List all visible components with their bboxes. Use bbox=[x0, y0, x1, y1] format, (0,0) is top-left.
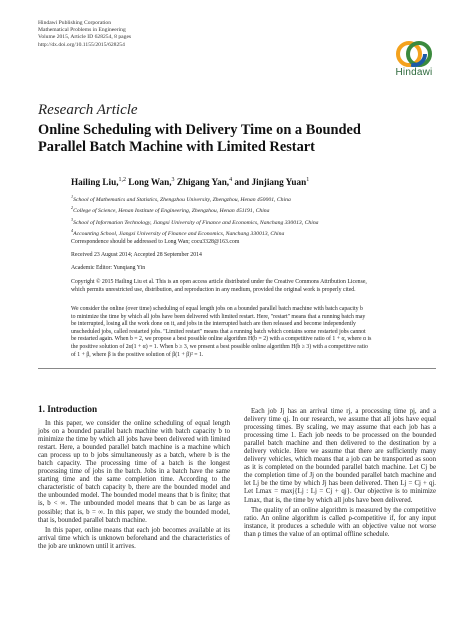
author-list bbox=[71, 177, 309, 187]
affiliation-text: School of Mathematics and Statistics, Zhengzhou University, Zhengzhou, Henan 450001, China bbox=[73, 196, 291, 203]
affiliation-sup: 1 bbox=[71, 194, 74, 199]
author-affil-sup: 4 bbox=[229, 177, 233, 183]
affiliation-text: Accounting School, Jiangxi University of Finance and Economics, Nanchang 330013, China bbox=[73, 231, 285, 238]
affiliation bbox=[71, 227, 451, 238]
affiliation-text: School of Information Technology, Jiangxi University of Finance and Economics, Nanchang 330013, China bbox=[73, 219, 319, 226]
affiliation bbox=[71, 204, 451, 215]
volume-line: Volume 2015, Article ID 628254, 8 pages bbox=[38, 34, 132, 41]
body-paragraph: In this paper, online means that each job becomes available at its arrival time which is unknown beforehand and the characteristics of the job are unknown until it arrives. bbox=[38, 527, 230, 551]
copyright-line: Copyright © 2015 Hailing Liu et al. This is an open access article distributed under the Creative Commons Attribution License, bbox=[71, 279, 367, 285]
affiliation-text: College of Science, Henan Institute of Engineering, Zhengzhou, Henan 451191, China bbox=[73, 208, 270, 215]
affiliation bbox=[71, 193, 451, 204]
abstract-line: We consider the online (over time) scheduling of equal length jobs on a bounded parallel batch machine with batch capacity b bbox=[71, 306, 363, 312]
author-affil-sup: 1 bbox=[306, 177, 310, 183]
abstract-line: of 1 + β, where β is the positive solution of β(1 + β)² = 1. bbox=[71, 351, 204, 358]
abstract-line: be interrupted, losing all the work done on it, and jobs in the interrupted batch are then released and become independently bbox=[71, 321, 356, 328]
doi-link[interactable]: http://dx.doi.org/10.1155/2015/628254 bbox=[38, 41, 125, 48]
affiliation-sup: 2 bbox=[71, 205, 74, 211]
section-divider bbox=[38, 368, 436, 369]
received-accepted-dates: Received 23 August 2014; Accepted 28 September 2014 bbox=[71, 252, 202, 258]
publisher-line: Hindawi Publishing Corporation bbox=[38, 20, 112, 26]
journal-line: Mathematical Problems in Engineering bbox=[38, 27, 126, 34]
title-line: Online Scheduling with Delivery Time on a Bounded bbox=[38, 122, 361, 138]
title-line: Parallel Batch Machine with Limited Restart bbox=[38, 139, 315, 155]
affiliations bbox=[71, 193, 451, 239]
hindawi-logo-text: Hindawi bbox=[395, 67, 433, 78]
abstract bbox=[71, 306, 441, 359]
body-paragraph: The quality of an online algorithm is measured by the competitive ratio. An online algorithm is called ρ-competitive if, for any input instance, it produces a schedule with an objective value not worse than ρ times the value of an optimal offline schedule. bbox=[244, 507, 436, 539]
publisher-info bbox=[38, 20, 338, 49]
academic-editor: Academic Editor: Yunqiang Yin bbox=[71, 265, 146, 271]
right-column bbox=[244, 408, 436, 539]
author-name: Zhigang Yan, bbox=[174, 177, 230, 188]
body-paragraph: In this paper, we consider the online scheduling of equal length jobs on a bounded parallel batch machine with batch capacity b to minimize the time by which all jobs have been delivered with limited restart. Here, a bounded parallel batch machine is a machine which can process up to b jobs simultaneously as a batch, where b is the batch capacity. The processing time of a batch is the longest processing time of jobs in the batch. Jobs in a batch have the same starting time and the same completion time. According to the characteristic of batch capacity b, there are the bounded model and the unbounded model. The bounded model means that b is finite; that is, b < ∞. The unbounded model means that b can be as large as possible; that is, b = ∞. In this paper, we study the bounded model, that is, bounded parallel batch machine. bbox=[38, 420, 230, 524]
author-affil-sup: 1,2 bbox=[118, 177, 126, 183]
author-name: Hailing Liu, bbox=[71, 177, 119, 188]
correspondence: Correspondence should be addressed to Long Wan; cocu3328@163.com bbox=[71, 239, 240, 245]
author-name: Long Wan, bbox=[126, 177, 172, 188]
hindawi-rings-logo-icon bbox=[388, 36, 440, 88]
author-name: and Jinjiang Yuan bbox=[232, 177, 307, 188]
section-heading: 1. Introduction bbox=[38, 404, 98, 414]
affiliation bbox=[71, 216, 451, 227]
copyright-line: which permits unrestricted use, distribution, and reproduction in any medium, provided the original work is properly cited. bbox=[71, 286, 356, 293]
affiliation-sup: 3 bbox=[71, 216, 74, 222]
body-paragraph: Each job Jj has an arrival time rj, a processing time pj, and a delivery time qj. In our research, we assume that all jobs have equal processing times. By scaling, we may assume that each job has a processing time 1. Each job needs to be processed on the bounded parallel batch machine and then delivered to the destination by a delivery vehicle. Here we assume that there are sufficiently many delivery vehicles, which means that a job can be transported as soon as it is completed on the bounded parallel batch machine. Let Cj be the completion time of Jj on the bounded parallel batch machine and let Lj be the time by which Jj has been delivered. Then Lj = Cj + qj. Let Lmax = maxj{Lj : Lj = Cj + qj}. Our objective is to minimize Lmax, that is, the time by which all jobs have been delivered. bbox=[244, 408, 436, 504]
article-title bbox=[38, 122, 438, 156]
abstract-line: the positive solution of 2α(1 + α) = 1. When b ≥ 3, we present a best possible online algorithm H(b ≥ 3) with a competitive ratio bbox=[71, 343, 368, 350]
abstract-line: be restarted again. When b = 2, we propose a best possible online algorithm H(b = 2) with a competitive ratio of 1 + α, where α is bbox=[71, 336, 372, 343]
copyright-notice bbox=[71, 279, 441, 294]
author-affil-sup: 3 bbox=[171, 177, 175, 183]
abstract-line: unscheduled jobs, called restarted jobs. "Limited restart" means that a running batch which contains some restarted jobs cannot bbox=[71, 328, 366, 335]
affiliation-sup: 4 bbox=[71, 228, 74, 234]
left-column bbox=[38, 420, 230, 551]
article-type: Research Article bbox=[38, 102, 138, 118]
abstract-line: to minimize the time by which all jobs have been delivered with limited restart. Here, "restart" means that a running batch may bbox=[71, 313, 366, 320]
